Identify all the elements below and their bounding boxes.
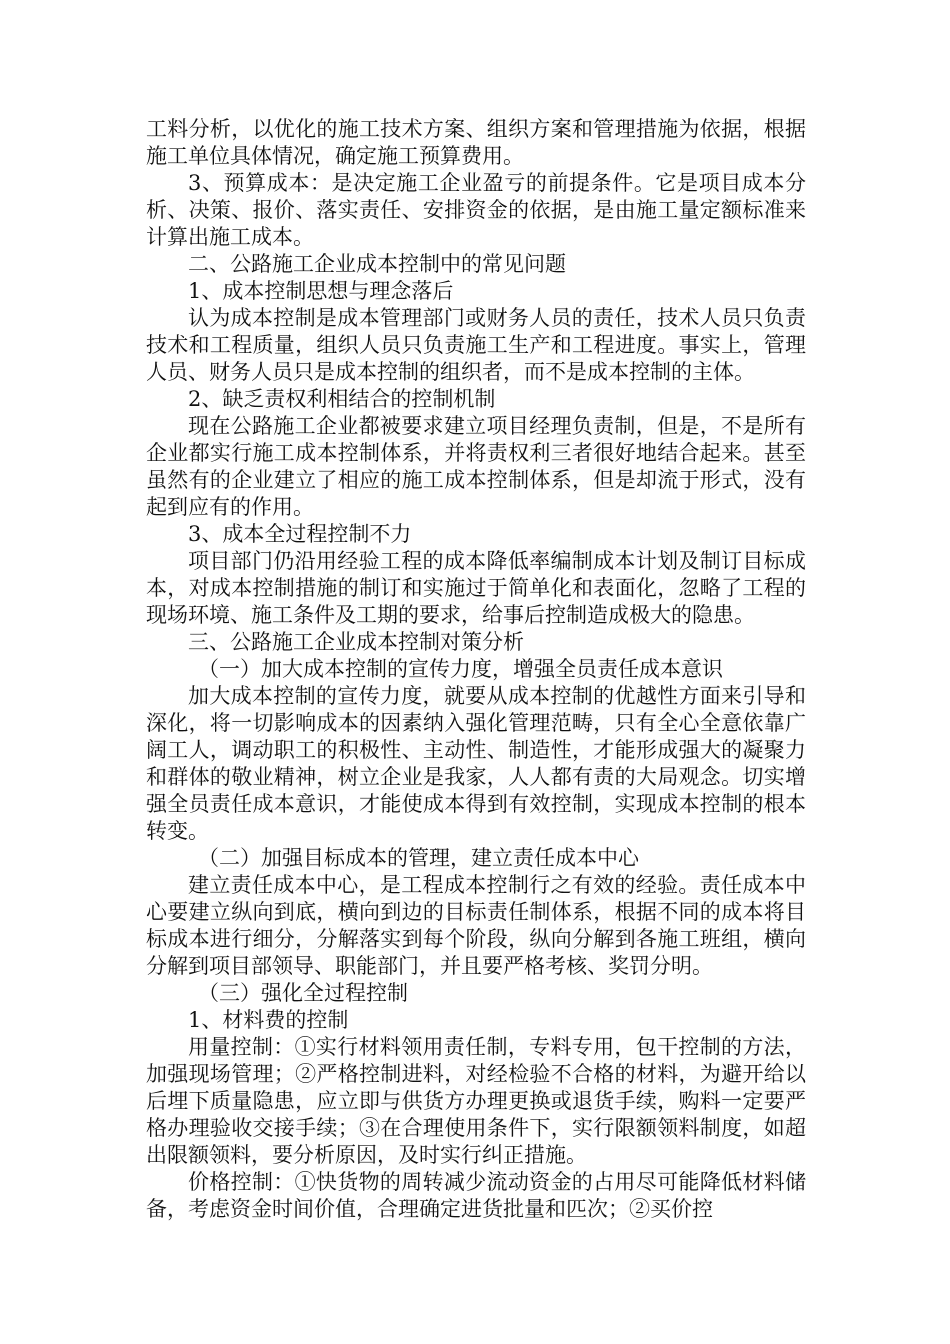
paragraph: 项目部门仍沿用经验工程的成本降低率编制成本计划及制订目标成本，对成本控制措施的制订和实施过于简单化和表面化，忽略了工程的现场环境、施工条件及工期的要求，给事后控制造成极大的隐患。 bbox=[146, 549, 806, 627]
paragraph: 加大成本控制的宣传力度，就要从成本控制的优越性方面来引导和深化，将一切影响成本的因素纳入强化管理范畴，只有全心全意依靠广阔工人，调动职工的积极性、主动性、制造性，才能形成强大的凝聚力和群体的敬业精神，树立企业是我家，人人都有责的大局观念。切实增强全员责任成本意识，才能使成本得到有效控制，实现成本控制的根本转变。 bbox=[146, 684, 806, 843]
subheading-one: （一）加大成本控制的宣传力度，增强全员责任成本意识 bbox=[198, 657, 723, 681]
section-heading-3: 三、公路施工企业成本控制对策分析 bbox=[188, 630, 524, 654]
document-page bbox=[146, 116, 806, 1223]
paragraph-price-control: 价格控制：①快货物的周转减少流动资金的占用尽可能降低材料储备，考虑资金时间价值，合理确定进货批量和匹次；②买价控 bbox=[146, 1170, 806, 1221]
paragraph-continued: 工料分析，以优化的施工技术方案、组织方案和管理措施为依据，根据施工单位具体情况，确定施工预算费用。 bbox=[146, 117, 806, 168]
paragraph-budget-cost: 3、预算成本：是决定施工企业盈亏的前提条件。它是项目成本分析、决策、报价、落实责任、安排资金的依据，是由施工量定额标准来计算出施工成本。 bbox=[146, 171, 806, 249]
subheading-three: （三）强化全过程控制 bbox=[198, 981, 408, 1005]
subheading-3: 3、成本全过程控制不力 bbox=[188, 522, 412, 546]
subheading-1: 1、成本控制思想与理念落后 bbox=[188, 279, 454, 303]
subheading-two: （二）加强目标成本的管理，建立责任成本中心 bbox=[198, 846, 639, 870]
paragraph: 建立责任成本中心，是工程成本控制行之有效的经验。责任成本中心要建立纵向到底，横向到边的目标责任制体系，根据不同的成本将目标成本进行细分，分解落实到每个阶段，纵向分解到各施工班组，横向分解到项目部领导、职能部门，并且要严格考核、奖罚分明。 bbox=[146, 873, 806, 978]
section-heading-2: 二、公路施工企业成本控制中的常见问题 bbox=[188, 252, 566, 276]
paragraph: 认为成本控制是成本管理部门或财务人员的责任，技术人员只负责技术和工程质量，组织人员只负责施工生产和工程进度。事实上，管理人员、财务人员只是成本控制的组织者，而不是成本控制的主体。 bbox=[146, 306, 806, 384]
subheading-2: 2、缺乏责权利相结合的控制机制 bbox=[188, 387, 496, 411]
paragraph: 现在公路施工企业都被要求建立项目经理负责制，但是，不是所有企业都实行施工成本控制体系，并将责权利三者很好地结合起来。甚至虽然有的企业建立了相应的施工成本控制体系，但是却流于形式，没有起到应有的作用。 bbox=[146, 414, 806, 519]
subheading-material-cost: 1、材料费的控制 bbox=[188, 1008, 349, 1032]
paragraph-usage-control: 用量控制：①实行材料领用责任制，专料专用，包干控制的方法，加强现场管理；②严格控制进料，对经检验不合格的材料，为避开给以后埋下质量隐患，应立即与供货方办理更换或退货手续，购料一定要严格办理验收交接手续；③在合理使用条件下，实行限额领料制度，如超出限额领料，要分析原因，及时实行纠正措施。 bbox=[146, 1035, 806, 1167]
